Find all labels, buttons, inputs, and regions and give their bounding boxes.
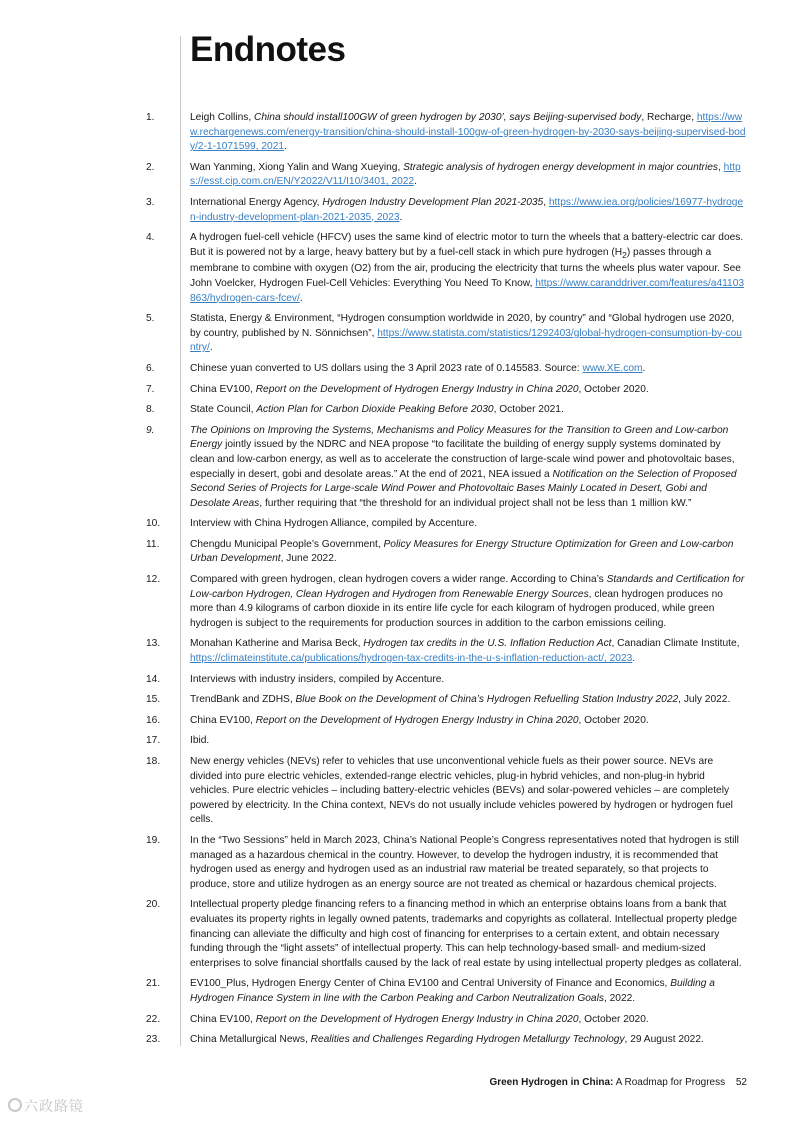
- endnote-text: [190, 693, 746, 708]
- endnote-text: [190, 1013, 746, 1028]
- endnote-item: [0, 424, 793, 512]
- endnote-title: Standards and Certification for Low-carbon Hydrogen, Clean Hydrogen and Hydrogen from Renewable Energy Sources: [190, 574, 745, 600]
- endnote-text-segment: , 29 August 2022.: [624, 1034, 704, 1046]
- endnote-text: [190, 161, 746, 190]
- endnote-title: Blue Book on the Development of China’s Hydrogen Refuelling Station Industry 2022: [295, 694, 679, 706]
- endnote-title: Report on the Development of Hydrogen Energy Industry in China 2020: [255, 383, 579, 395]
- endnote-title: Action Plan for Carbon Dioxide Peaking Before 2030: [256, 404, 494, 416]
- endnote-title: Policy Measures for Energy Structure Optimization for Green and Low-carbon Urban Development: [190, 538, 734, 565]
- endnote-title: Notification on the Selection of Proposed Second Series of Projects for Large-scale Wind Power and Photovoltaic Bases Mainly Located in Desert, Gobi and Desolate Areas: [190, 468, 737, 509]
- endnote-title: China should install100GW of green hydrogen by 2030’, says Beijing-supervised body: [254, 112, 642, 123]
- watermark: [8, 1096, 84, 1116]
- endnote-number: 11.: [146, 538, 160, 550]
- endnote-text: [190, 898, 746, 971]
- endnote-text: [190, 538, 746, 567]
- endnote-number: 21.: [146, 978, 161, 990]
- endnote-text-segment: , October 2020.: [578, 1013, 649, 1025]
- endnote-item: [0, 312, 793, 356]
- endnote-number: 15.: [146, 694, 161, 706]
- endnote-text: [190, 424, 746, 512]
- endnote-number: 18.: [146, 756, 161, 767]
- endnote-title: Strategic analysis of hydrogen energy development in major countries: [403, 161, 718, 173]
- endnote-link[interactable]: https://climateinstitute.ca/publications/hydrogen-tax-credits-in-the-u-s-inflation-reduction-act/, 2023: [190, 653, 633, 665]
- endnote-text: [190, 637, 746, 666]
- endnote-title: Building a Hydrogen Finance System in line with the Carbon Peaking and Carbon Neutralization Goals: [190, 978, 715, 1004]
- endnote-text-segment: .: [414, 176, 417, 188]
- endnote-text-segment: Interview with China Hydrogen Alliance, compiled by Accenture.: [190, 518, 478, 530]
- endnote-text-segment: .: [399, 211, 403, 223]
- endnote-item: [0, 714, 793, 729]
- endnote-text-segment: , June 2022.: [280, 553, 337, 565]
- endnote-number: 10.: [146, 518, 161, 530]
- endnote-link[interactable]: https://www.rechargenews.com/energy-transition/china-should-install-100gw-of-green-hydrogen-by-2030-says-beijing-supervised-body/2-1-1071599, 2021: [190, 112, 746, 153]
- endnote-text-segment: .: [284, 141, 287, 153]
- endnote-text-segment: , 2022.: [603, 992, 636, 1004]
- endnote-text: [190, 977, 746, 1006]
- endnote-number: 1.: [146, 112, 155, 123]
- endnote-text-segment: Interviews with industry insiders, compiled by Accenture.: [190, 673, 445, 685]
- endnote-text-segment: Chinese yuan converted to US dollars using the 3 April 2023 rate of 0.145583. Source:: [190, 362, 583, 374]
- endnote-item: [0, 1013, 793, 1028]
- endnote-text-segment: In the “Two Sessions” held in March 2023, China’s National People’s Congress representatives noted that hydrogen is still managed as a hazardous chemical in the country. However, to develop the hydrogen industry, it is recommended that hydrogen used as energy and hydrogen used as an industrial raw material be treated separately, so that projects to produce, store and utilize hydrogen as an energy source are not treated as chemical or hazardous chemical projects.: [190, 834, 739, 890]
- endnote-text: [190, 312, 746, 356]
- watermark-logo-icon: [8, 1098, 22, 1112]
- endnote-item: [0, 383, 793, 398]
- endnote-number: 9.: [146, 424, 155, 436]
- endnote-text: [190, 755, 746, 828]
- endnote-number: 6.: [146, 362, 155, 374]
- endnote-text: [190, 111, 746, 155]
- endnote-link[interactable]: https://www.caranddriver.com/features/a41103863/hydrogen-cars-fcev/: [190, 277, 745, 304]
- page-title: Endnotes: [190, 30, 346, 69]
- endnote-number: 19.: [146, 834, 161, 846]
- endnote-number: 8.: [146, 404, 155, 416]
- endnote-number: 2.: [146, 161, 155, 173]
- endnote-title: Realities and Challenges Regarding Hydrogen Metallurgy Technology: [310, 1034, 625, 1046]
- endnote-title: Report on the Development of Hydrogen Energy Industry in China 2020: [255, 1013, 579, 1025]
- endnote-text: [190, 403, 746, 418]
- endnote-title: Hydrogen Industry Development Plan 2021-2035: [322, 196, 544, 208]
- endnote-text-segment: TrendBank and ZDHS,: [190, 694, 296, 706]
- endnote-item: [0, 834, 793, 892]
- endnote-item: [0, 734, 793, 749]
- endnote-title: Report on the Development of Hydrogen Energy Industry in China 2020: [255, 714, 579, 726]
- endnote-text-segment: China EV100,: [190, 383, 256, 395]
- endnote-text-segment: Ibid.: [190, 735, 210, 747]
- endnote-item: [0, 1033, 793, 1048]
- endnote-text-segment: EV100_Plus, Hydrogen Energy Center of China EV100 and Central University of Finance and Economics,: [190, 978, 671, 990]
- endnote-text-segment: Intellectual property pledge financing refers to a financing method in which an enterprise obtains loans from a bank that evaluates its property rights in legally owned patents, trademarks and copyrights as collateral. Intellectual property pledge financing can alleviate the difficulty and high cost of financing for enterprises to a certain extent, and obtain necessary funding through the “light assets” of intellectual property. This can help technology-based small- and medium-sized enterprises to solve financial shortfalls caused by the lack of real estate by using intellectual property pledges as collateral.: [190, 899, 742, 969]
- endnote-item: [0, 573, 793, 631]
- endnote-text: [190, 714, 746, 729]
- endnote-text-segment: Statista, Energy & Environment, “Hydrogen consumption worldwide in 2020, by country” and “Global hydrogen use 2020, by country, published by N. Sönnichsen”,: [190, 313, 735, 339]
- endnote-text-segment: New energy vehicles (NEVs) refer to vehicles that use unconventional vehicle fuels as their power source. NEVs are divided into pure electric vehicles, extended-range electric vehicles, plug-in hybrid vehicles, and non-plug-in hybrid vehicles. Pure electric vehicles – including battery-electric vehicles (BEVs) and solar-powered vehicles – are completely powered by electricity. In the China context, NEVs do not usually include vehicles powered by hydrogen or hydrogen fuel cells.: [190, 756, 733, 826]
- endnote-title: The Opinions on Improving the Systems, Mechanisms and Policy Measures for the Transition to Green and Low-carbon Energy: [190, 424, 729, 451]
- endnote-text: [190, 673, 746, 688]
- endnote-link[interactable]: https://www.iea.org/policies/16977-hydrogen-industry-development-plan-2021-2035, 2023: [190, 196, 744, 223]
- endnote-item: [0, 637, 793, 666]
- endnote-text-segment: , October 2020.: [578, 714, 649, 726]
- endnote-text: [190, 383, 746, 398]
- endnote-item: [0, 231, 793, 306]
- endnote-text-segment: ,: [543, 196, 549, 208]
- endnote-text-segment: , July 2022.: [678, 694, 731, 706]
- footer-report-subtitle: A Roadmap for Progress: [615, 1077, 726, 1088]
- endnote-text-segment: , October 2020.: [578, 383, 649, 395]
- endnote-text: [190, 734, 746, 749]
- endnote-text-segment: , Recharge,: [641, 112, 697, 123]
- endnote-text: [190, 1033, 746, 1048]
- endnote-number: 13.: [146, 638, 161, 650]
- endnote-text-segment: .: [299, 292, 303, 304]
- endnote-item: [0, 977, 793, 1006]
- endnote-text-segment: A hydrogen fuel-cell vehicle (HFCV) uses the same kind of electric motor to turn the wheels that a battery-electric car does. But it is powered not by a large, heavy battery but by a fuel-cell stack in which pure hydrogen (H: [190, 232, 744, 258]
- endnote-text: [190, 362, 746, 377]
- endnote-item: [0, 403, 793, 418]
- endnote-item: [0, 693, 793, 708]
- endnote-item: [0, 161, 793, 190]
- endnote-text: [190, 196, 746, 225]
- endnote-number: 22.: [146, 1013, 161, 1025]
- endnote-item: [0, 673, 793, 688]
- endnote-number: 3.: [146, 196, 155, 208]
- endnote-item: [0, 362, 793, 377]
- endnote-text-segment: China EV100,: [190, 714, 256, 726]
- endnote-text-segment: jointly issued by the NDRC and NEA propose “to facilitate the building of energy supply systems dominated by clean and low-carbon energy, as well as to accelerate the construction of large-scale wind power and photovoltaic bases, especially in desert, gobi and desolate areas.” At the end of 2021, NEA issued a: [190, 439, 735, 480]
- endnote-text: [190, 834, 746, 892]
- endnote-text-segment: , clean hydrogen produces no more than 4.9 kilograms of carbon dioxide in its entire life cycle for each kilogram of hydrogen produced, while green hydrogen is subject to the requirements for production sources in addition to the carbon emissions ceiling.: [190, 588, 723, 629]
- endnote-text: [190, 573, 746, 631]
- endnote-text-segment: Wan Yanming, Xiong Yalin and Wang Xueying,: [190, 161, 404, 173]
- endnote-item: [0, 196, 793, 225]
- endnote-text-segment: International Energy Agency,: [190, 196, 323, 208]
- endnote-number: 7.: [146, 383, 155, 395]
- endnote-text-segment: Chengdu Municipal People’s Government,: [190, 538, 384, 550]
- endnote-item: [0, 111, 793, 155]
- endnote-item: [0, 517, 793, 532]
- endnote-text-segment: , further requiring that “the threshold for an individual project shall not be less than 1 million kW.”: [259, 497, 692, 509]
- endnotes-list: [0, 111, 793, 1054]
- endnote-item: [0, 755, 793, 828]
- endnote-number: 4.: [146, 232, 155, 244]
- endnote-number: 14.: [146, 673, 161, 685]
- endnote-text-segment: .: [209, 342, 213, 354]
- endnote-text-segment: China Metallurgical News,: [190, 1034, 311, 1046]
- endnote-item: [0, 898, 793, 971]
- endnote-text-segment: .: [642, 362, 646, 374]
- endnote-text-segment: China EV100,: [190, 1013, 256, 1025]
- endnote-link[interactable]: https://www.statista.com/statistics/1292403/global-hydrogen-consumption-by-country/: [190, 327, 742, 354]
- watermark-text: 六政路镜: [24, 1098, 84, 1114]
- endnote-title: Hydrogen tax credits in the U.S. Inflation Reduction Act: [363, 638, 612, 650]
- endnote-number: 23.: [146, 1034, 161, 1046]
- endnote-text-segment: , October 2021.: [493, 404, 564, 416]
- endnote-item: [0, 538, 793, 567]
- endnote-number: 17.: [146, 735, 161, 747]
- endnote-number: 12.: [146, 574, 161, 586]
- endnote-number: 20.: [146, 899, 161, 911]
- endnote-text-segment: State Council,: [190, 404, 257, 416]
- page-number: 52: [735, 1077, 747, 1088]
- endnote-text-segment: ,: [717, 161, 724, 173]
- subscript: 2: [622, 249, 627, 260]
- endnote-text-segment: ) passes through a membrane to combine with oxygen (O2) from the air, producing the electricity that turns the wheels plus water vapour. See John Voelcker, Hydrogen Fuel-Cell Vehicles: Everything You Need To Know,: [190, 246, 741, 289]
- endnote-text-segment: Leigh Collins,: [190, 112, 254, 123]
- endnote-link[interactable]: https://esst.cip.com.cn/EN/Y2022/V11/I10/3401, 2022: [190, 161, 741, 188]
- endnote-text-segment: .: [632, 653, 636, 665]
- endnote-text: [190, 517, 746, 532]
- footer-report-title: Green Hydrogen in China:: [489, 1077, 614, 1088]
- endnote-text-segment: Compared with green hydrogen, clean hydrogen covers a wider range. According to China’s: [190, 574, 607, 586]
- endnote-text-segment: Monahan Katherine and Marisa Beck,: [190, 638, 364, 650]
- endnote-number: 16.: [146, 714, 161, 726]
- endnote-text: [190, 231, 746, 306]
- page-footer: [489, 1077, 747, 1088]
- endnote-number: 5.: [146, 313, 155, 325]
- endnote-text-segment: , Canadian Climate Institute,: [611, 638, 740, 650]
- endnote-link[interactable]: www.XE.com: [582, 362, 643, 374]
